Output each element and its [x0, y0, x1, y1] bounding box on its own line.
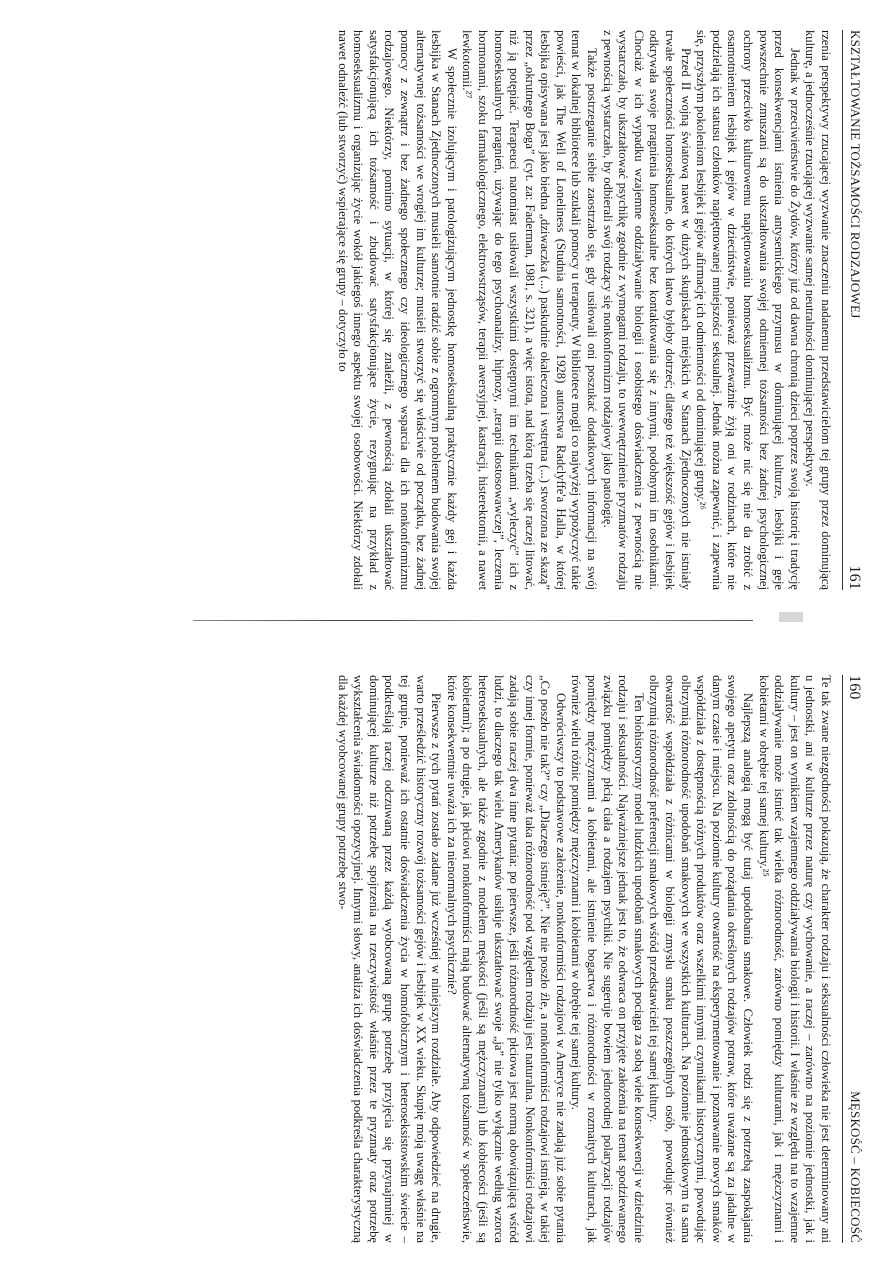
book-gutter — [0, 602, 893, 638]
paragraph: rzenia perspektywy rzucającej wyzwanie znaczeniu nadanemu przedstawicielom tej grupy przez dominującą kulturę, a jednocześnie rzucającej wyzwanie samej neutralności dominującej perspektywy. — [803, 30, 833, 590]
body-text — [334, 675, 833, 1243]
page-number: 161 — [846, 565, 863, 590]
paragraph: Ten biohistoryczny model ludzkich upodobań smakowych pociąga za sobą wiele konsekwencji w dziedzinie rodzaju i seksualności. Najważniejsze jednak jest to, że odwraca on przyjęte założenia na temat spodziewanego związku pomiędzy płcią ciała a rodzajem psychiki. Nie sugeruje bowiem jednorodnej polaryzacji rodzajów pomiędzy mężczyznami a kobietami, ale istnienie bogactwa i różnorodności w rozmaitych kulturach, jak również wielu różnic pomiędzy mężczyznami i kobietami w obrębie tej samej kultury. — [569, 675, 646, 1243]
paragraph: W społecznie izolującym i patologizującym jednostkę homoseksualną praktycznie każdy gej i każda lesbijka w Stanach Zjednoczonych musieli samotnie radzić sobie z ogromnym problemem budowania swojej alternatywnej tożsamości we wrogiej im kulturze; musieli stworzyć się właściwie od początku, bez żadnej pomocy z zewnątrz i bez żadnego społecznego czy ideologicznego wsparcia dla ich nonkonformizmu rodzajowego. Niektórzy, pomimo sytuacji, w której się znaleźli, z pewnością zdołali ukształtować satysfakcjonującą ich tożsamość i zbudować satysfakcjonujące życie, rezygnując na przykład z homoseksualizmu i organizując życie wokół jakiegoś innego aspektu swojej osobowości. Niektórzy zdołali nawet odnaleźć (lub stworzyć) wspierające się grupy – dotyczyło to — [335, 30, 459, 590]
spine-line — [193, 620, 753, 621]
paragraph: Najlepszą analogią mogą być tutaj upodobania smakowe. Człowiek rodzi się z potrzebą zaspokajania swojego apetytu oraz zdolnością do pożądania określonych rodzajów potraw, które uważane są za jadalne w danym czasie i miejscu. Na poziomie kultury otwartość na eksperymentowanie i poznawanie nowych smaków współdziała z dostępnością różnych produktów oraz wszelkimi innymi czynnikami historycznymi, powodując olbrzymią różnorodność upodobań smakowych we wszystkich kulturach. Na poziomie jednostkowym ta sama otwartość współdziała z różnicami w biologii zmysłu smaku poszczególnych osób, powodując również olbrzymią różnorodność preferencji smakowych wśród przedstawicieli tej samej kultury. — [647, 675, 756, 1243]
paragraph: Te tak zwane niezgodności pokazują, że charakter rodzaju i seksualności człowieka nie jest determinowany ani u jednostki, ani w kulturze przez naturę czy wychowanie, a raczej – zarówno na poziomie jednostki, jak i kultury – jest on wynikiem wzajemnego oddziaływania biologii i historii. I właśnie ze względu na to wzajemne oddziaływanie może istnieć tak wielka różnorodność, zarówno pomiędzy kulturami, jak i mężczyznami i kobietami w obrębie tej samej kultury.²⁵ — [756, 675, 833, 1243]
paragraph: Odwróciwszy to podstawowe założenie, nonkonformiści rodzajowi w Ameryce nie zadają już sobie pytania „Co poszło nie tak?” czy „Dlaczego istnieję?”. Nie nie poszło źle, a nonkonformiści rodzajowi istnieją, w takiej czy innej formie, ponieważ taka różnorodność pod względem rodzaju jest naturalna. Nonkonformiści rodzajowi zadają sobie raczej dwa inne pytania: po pierwsze, jeśli różnorodność płciowa jest normą obowiązującą wśród ludzi, to dlaczego tak wielu Amerykanów usiłuje ukształtować swoje „ja” nie tylko wyłącznie według wzorca heteroseksualnych, ale także zgodnie z modelem męskości (jeśli są mężczyznami) lub kobiecości (jeśli są kobietami); a po drugie, jak płciowi nonkonformiści mają budować alternatywną tożsamość w społeczeństwie, które konsekwentnie uważa ich za nienormalnych psychicznie? — [444, 675, 568, 1243]
page-number: 160 — [846, 675, 863, 700]
paragraph: Jednak w przeciwieństwie do Żydów, którzy już od dawna chronią dzieci poprzez swoją historię i tradycję przed konsekwencjami istnienia antysemickiego przymusu w dominującej kulturze, lesbijki i geje powszechnie zmuszani są do ukształtowania swojej odmiennej tożsamości bez żadnej psychologicznej ochrony przeciwko kulturowemu napiętnowaniu homoseksualizmu. Być może nic się nie da zrobić z osamotnieniem lesbijek i gejów w dzieciństwie, ponieważ przeważnie żyją oni w rodzinach, które nie podzielają ich statusu członków napiętnowanej mniejszości seksualnej. Jednak można zapewnić, i zapewnia się, przyszłym pokoleniom lesbijek i gejów afirmację ich odmienności od dominującej grupy.²⁶ — [694, 30, 802, 590]
page-161 — [0, 0, 893, 600]
body-text — [334, 30, 833, 590]
header-rule — [842, 30, 843, 590]
header-rule — [842, 675, 843, 1243]
scan-artifact — [779, 612, 803, 622]
paragraph: Pierwsze z tych pytań zostało zadane już wcześniej w niniejszym rozdziale. Aby odpowiedzieć na drugie, warto prześledzić historyczny rozwój tożsamości gejów i lesbijek w XX wieku. Skupię moją uwagę właśnie na tej grupie, ponieważ ich ostatnie doświadczenia życia w homofobicznym i heteroseksistowskim świecie – podkreślają raczej odczuwaną przez każdą wyobcowaną grupę potrzebę przyjęcia się przynajmniej w dominującej kulturze niż potrzebę spojrzenia na rzeczywistość właśnie przez te pryzmaty oraz potrzebę wykształcenia świadomości opozycyjnej. Innymi słowy, analiza ich doświadczenia podkreśla charakterystyczną dla każdej wyobcowanej grupy potrzebę stwo- — [335, 675, 444, 1243]
running-head-title: KSZTAŁTOWANIE TOŻSAMOŚCI RODZAJOWEJ — [848, 30, 863, 319]
page-160 — [0, 640, 893, 1263]
paragraph: Także postrzeganie siebie zaostrzało się, gdy usiłowali oni poszukać dodatkowych informacji na swój temat w lokalnej bibliotece lub szukali pomocy u terapeuty. W bibliotece mogli co najwyżej wypożyczyć takie powieści, jak The Well of Loneliness (Studnia samotności, 1928) autorstwa Radclyffe'a Halla, w której lesbijka opisywana jest jako biedna „dziwaczka (...) paskudnie okaleczona i wstrętna (...) stworzona ze skazą” przez „okrutnego Boga” (cyt. za: Faderman, 1981, s. 321), a więc istota, nad którą trzeba się raczej litować, niż ją potępiać. Terapeuci natomiast usiłowali wszystkimi dostępnymi im technikami „wyleczyć” ich z homoseksualnych pragnień, używając do tego psychoanalizy, hipnozy, „terapii dostosowawczej”, leczenia hormonami, szoku farmakologicznego, elektrowstrząsów, terapii awersyjnej, kastracji, histerektomii, a nawet lewkotomii.²⁷ — [460, 30, 600, 590]
running-head-title: MĘSKOŚĆ – KOBIECOŚĆ — [848, 1091, 863, 1243]
paragraph: Przed II wojną światową nawet w dużych skupiskach miejskich w Stanach Zjednoczonych nie istniały trwałe społeczności homoseksualne, do których łatwo byłoby dotrzeć; dlatego też większość gejów i lesbijek odkrywała swoje pragnienia homoseksualne bez kontaktowania się z innymi, podobnymi im osobnikami. Chociaż w ich wypadku wzajemne oddziaływanie biologii i osobistego doświadczenia z pewnością nie wystarczało, by ukształtować psychikę zgodnie z wymogami rodzaju, to uwewnętrznienie pryzmatów rodzaju z pewnością wystarczało, by odbierali swój rodzący się nonkonformizm rodzajowy jako patologię. — [600, 30, 693, 590]
